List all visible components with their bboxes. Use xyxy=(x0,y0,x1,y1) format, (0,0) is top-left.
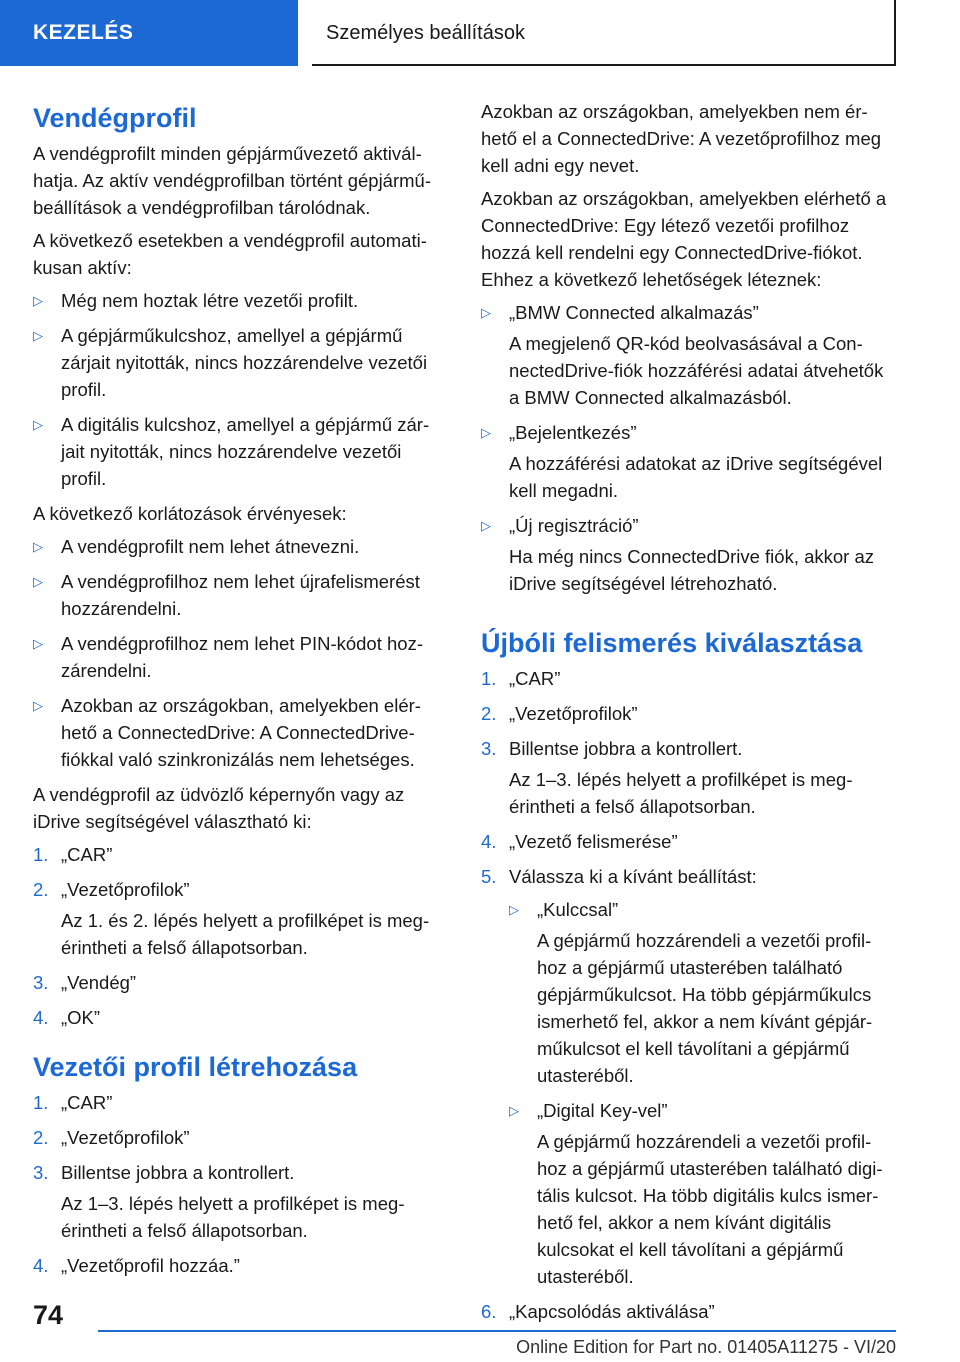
step-item: 6. „Kapcsolódás aktiválása” xyxy=(481,1301,715,1322)
triangle-bullet-icon: ▷ xyxy=(509,1103,519,1118)
list-item: ▷ Még nem hoztak létre vezetői profilt. xyxy=(33,287,443,314)
page-footer xyxy=(0,1296,960,1362)
step-item: 1. „CAR” xyxy=(481,668,561,689)
option-note: Ha még nincs ConnectedDrive fiók, akkor az iDrive segítségével létrehozható. xyxy=(509,546,875,594)
numbered-steps xyxy=(33,1089,443,1279)
paragraph: A következő esetekben a vendégprofil automatikusan aktív: xyxy=(33,230,427,278)
footer-divider xyxy=(98,1330,896,1332)
step-item: 3. Billentse jobbra a kontrollert. Az 1–3. lépés helyett a profilképet is megérintheti a felső állapotsorban. xyxy=(481,735,891,820)
triangle-bullet-icon: ▷ xyxy=(509,902,519,917)
list-item: ▷ A vendégprofilhoz nem lehet PIN-kódot hozzárendelni. xyxy=(33,630,443,684)
numbered-steps xyxy=(33,841,443,1031)
triangle-bullet-icon: ▷ xyxy=(481,425,491,440)
paragraph: A következő korlátozások érvényesek: xyxy=(33,503,347,524)
step-item: 1. „CAR” xyxy=(33,844,113,865)
step-item: 2. „Vezetőprofilok” xyxy=(33,1127,190,1148)
step-item: 3. Billentse jobbra a kontrollert. Az 1–3. lépés helyett a profilképet is megérintheti a felső állapotsorban. xyxy=(33,1159,443,1244)
list-item: ▷ „Digital Key-vel” A gépjármű hozzárendeli a vezetői profilhoz a gépjármű utasterében található digitális kulcsot. Ha több digitális kulcs ismerhető fel, akkor a nem kívánt digitális kulcsokat el kell távolítani a gépjármű utasteréből. xyxy=(509,1097,891,1290)
triangle-bullet-icon: ▷ xyxy=(33,539,43,554)
list-item: ▷ „Kulccsal” A gépjármű hozzárendeli a vezetői profilhoz a gépjármű utasterében található gépjárműkulcsot. Ha több gépjárműkulcs ismerhető fel, akkor a nem kívánt gépjárműkulcsot el kell távolítani a gépjármű utasteréből. xyxy=(509,896,891,1089)
triangle-bullet-icon: ▷ xyxy=(33,328,43,343)
triangle-bullet-icon: ▷ xyxy=(33,698,43,713)
list-item: ▷ „Új regisztráció” Ha még nincs ConnectedDrive fiók, akkor az iDrive segítségével létrehozható. xyxy=(481,512,891,597)
chapter-title: Személyes beállítások xyxy=(312,0,896,66)
right-column xyxy=(481,98,891,1333)
section-label: KEZELÉS xyxy=(0,0,298,66)
bullet-list xyxy=(509,896,891,1290)
paragraph: A vendégprofilt minden gépjárművezető aktiválhatja. Az aktív vendégprofilban történt gépjármű-beállítások a vendégprofilban tárolódnak. xyxy=(33,143,431,218)
option-note: A gépjármű hozzárendeli a vezetői profilhoz a gépjármű utasterében található digitális kulcsot. Ha több digitális kulcs ismerhető fel, akkor a nem kívánt digitális kulcsokat el kell távolítani a gépjármű utasteréből. xyxy=(537,1131,883,1287)
list-item: ▷ A digitális kulcshoz, amellyel a gépjármű zárjait nyitották, nincs hozzárendelve vezetői profil. xyxy=(33,411,443,492)
list-item: ▷ A gépjárműkulcshoz, amellyel a gépjármű zárjait nyitották, nincs hozzárendelve vezetői profil. xyxy=(33,322,443,403)
option-note: A hozzáférési adatokat az iDrive segítségével kell megadni. xyxy=(509,453,883,501)
triangle-bullet-icon: ▷ xyxy=(33,417,43,432)
numbered-steps xyxy=(481,665,891,1325)
step-item: 3. „Vendég” xyxy=(33,972,137,993)
list-item: ▷ Azokban az országokban, amelyekben elérhető a ConnectedDrive: A ConnectedDrive-fiókkal való szinkronizálás nem lehetséges. xyxy=(33,692,443,773)
step-note: Az 1–3. lépés helyett a profilképet is megérintheti a felső állapotsorban. xyxy=(61,1193,405,1241)
step-item: 2. „Vezetőprofilok” Az 1. és 2. lépés helyett a profilképet is megérintheti a felső állapotsorban. xyxy=(33,876,443,961)
guest-profile-heading: Vendégprofil xyxy=(33,103,197,133)
paragraph: Azokban az országokban, amelyekben elérhető a ConnectedDrive: Egy létező vezetői profilhoz hozzá kell rendelni egy ConnectedDrive-fiókot. Ehhez a következő lehetőségek léteznek: xyxy=(481,188,887,290)
list-item: ▷ A vendégprofilhoz nem lehet újrafelismerést hozzárendelni. xyxy=(33,568,443,622)
triangle-bullet-icon: ▷ xyxy=(481,518,491,533)
list-item: ▷ „Bejelentkezés” A hozzáférési adatokat az iDrive segítségével kell megadni. xyxy=(481,419,891,504)
step-note: Az 1–3. lépés helyett a profilképet is megérintheti a felső állapotsorban. xyxy=(509,769,853,817)
triangle-bullet-icon: ▷ xyxy=(481,305,491,320)
edition-line: Online Edition for Part no. 01405A11275 - VI/20 xyxy=(516,1337,896,1357)
option-note: A gépjármű hozzárendeli a vezetői profilhoz a gépjármű utasterében található gépjárműkulcsot. Ha több gépjárműkulcs ismerhető fel, akkor a nem kívánt gépjárműkulcsot el kell távolítani a gépjármű utasteréből. xyxy=(537,930,873,1086)
bullet-list xyxy=(33,533,443,773)
page-header xyxy=(0,0,960,66)
triangle-bullet-icon: ▷ xyxy=(33,574,43,589)
paragraph: Azokban az országokban, amelyekben nem érhető el a ConnectedDrive: A vezetőprofilhoz meg kell adni egy nevet. xyxy=(481,101,882,176)
list-item: ▷ „BMW Connected alkalmazás” A megjelenő QR-kód beolvasásával a ConnectedDrive-fiók hozzáférési adatai átvehetők a BMW Connected alkalmazásból. xyxy=(481,299,891,411)
step-item: 4. „Vezetőprofil hozzáa.” xyxy=(33,1255,240,1276)
step-item: 2. „Vezetőprofilok” xyxy=(481,703,638,724)
list-item: ▷ A vendégprofilt nem lehet átnevezni. xyxy=(33,533,443,560)
create-profile-heading: Vezetői profil létrehozása xyxy=(33,1052,358,1082)
option-note: A megjelenő QR-kód beolvasásával a ConnectedDrive-fiók hozzáférési adatai átvehetők a BMW Connected alkalmazásból. xyxy=(509,333,884,408)
bullet-list xyxy=(481,299,891,597)
triangle-bullet-icon: ▷ xyxy=(33,636,43,651)
recognition-heading: Újbóli felismerés kiválasztása xyxy=(481,628,863,658)
step-item: 4. „OK” xyxy=(33,1007,101,1028)
step-note: Az 1. és 2. lépés helyett a profilképet is megérintheti a felső állapotsorban. xyxy=(61,910,430,958)
step-item: 1. „CAR” xyxy=(33,1092,113,1113)
step-item: 5. Válassza ki a kívánt beállítást: ▷ „Kulccsal” A gépjármű hozzárendeli a vezetői profilhoz a gépjármű utasterében található gépjárműkulcsot. Ha több gépjárműkulcs ismerhető fel, akkor a nem kívánt gépjárműkulcsot el kell távolítani a gépjármű utasteréből. ▷ „Digital Key-vel” A gépjármű hozzárendeli a vezetői profilhoz a gépjármű utasterében található digitális kulcsot. Ha több digitális kulcs ismerhető fel, akkor a nem kívánt digitális kulcsokat el kell távolítani a gépjármű utasteréből. xyxy=(481,863,891,1290)
bullet-list xyxy=(33,287,443,492)
left-column xyxy=(33,98,443,1287)
triangle-bullet-icon: ▷ xyxy=(33,293,43,308)
page-number: 74 xyxy=(33,1300,64,1330)
step-item: 4. „Vezető felismerése” xyxy=(481,831,678,852)
paragraph: A vendégprofil az üdvözlő képernyőn vagy az iDrive segítségével választható ki: xyxy=(33,784,405,832)
